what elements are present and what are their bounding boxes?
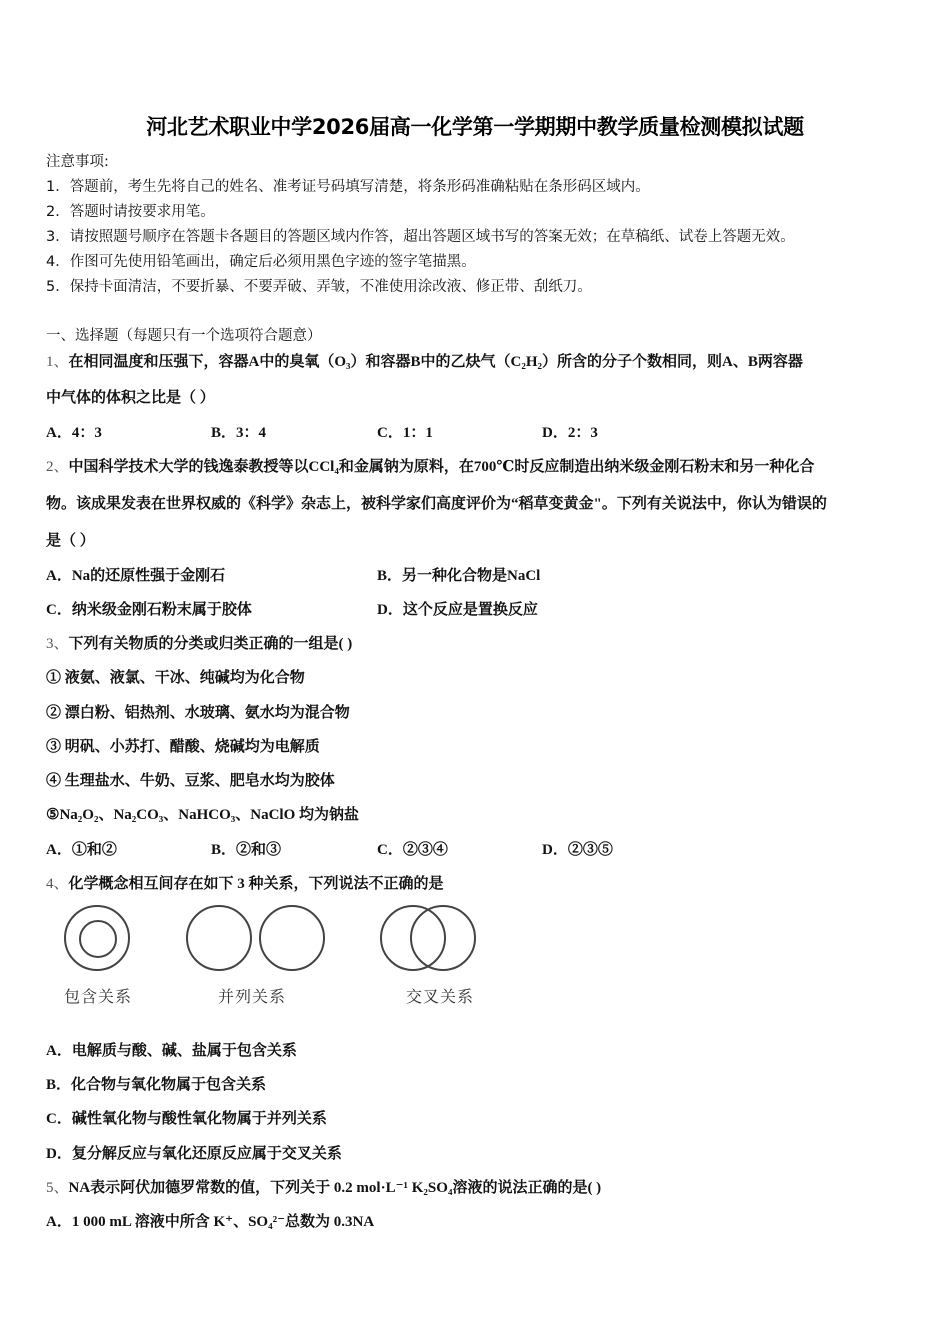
option-d: D．这个反应是置换反应 (377, 602, 538, 618)
question-2-options-row-1 (46, 567, 906, 585)
notice-item-1: 1．答题前，考生先将自己的姓名、准考证号码填写清楚，将条形码准确粘贴在条形码区域内。 (46, 179, 650, 195)
question-4-option-a: A．电解质与酸、碱、盐属于包含关系 (46, 1043, 297, 1059)
question-2-line-3: 是（ ） (46, 533, 95, 549)
question-3-statement-1: ① 液氨、液氯、干冰、纯碱均为化合物 (46, 670, 305, 686)
parallel-left-circle-icon (186, 905, 252, 971)
question-2-line-1: 2、中国科学技术大学的钱逸泰教授等以CCl₄和金属钠为原料，在700℃时反应制造出纳米级金刚石粉末和另一种化合 (46, 459, 815, 475)
notice-item-3: 3．请按照题号顺序在答题卡各题目的答题区域内作答，超出答题区域书写的答案无效；在草稿纸、试卷上答题无效。 (46, 229, 795, 245)
section-heading: 一、选择题（每题只有一个选项符合题意） (46, 328, 322, 344)
diagram-label-parallel: 并列关系 (218, 987, 287, 1006)
question-5-option-a: A．1 000 mL 溶液中所含 K⁺、SO₄²⁻总数为 0.3NA (46, 1214, 375, 1230)
question-1-line-1: 1、在相同温度和压强下，容器A中的臭氧（O₃）和容器B中的乙炔气（C₂H₂）所含的分子个数相同，则A、B两容器 (46, 354, 803, 370)
inclusion-inner-circle-icon (79, 920, 117, 958)
question-2-line-2: 物。该成果发表在世界权威的《科学》杂志上，被科学家们高度评价为“稻草变黄金"。下列有关说法中，你认为错误的 (46, 496, 827, 512)
question-number: 1、 (46, 354, 69, 370)
diagram-label-inclusion: 包含关系 (64, 987, 133, 1006)
question-3-options (46, 841, 906, 859)
question-4-option-c: C．碱性氧化物与酸性氧化物属于并列关系 (46, 1111, 327, 1127)
page-title: 河北艺术职业中学2026届高一化学第一学期期中教学质量检测模拟试题 (146, 115, 804, 139)
notice-item-5: 5．保持卡面清洁，不要折暴、不要弄破、弄皱，不准使用涂改液、修正带、刮纸刀。 (46, 279, 592, 295)
option-a: A．Na的还原性强于金刚石 (46, 568, 226, 584)
question-1-options (46, 424, 906, 442)
question-2-options-row-2 (46, 601, 906, 619)
option-c: C．1：1 (377, 425, 433, 441)
notice-item-4: 4．作图可先使用铅笔画出，确定后必须用黑色字迹的签字笔描黑。 (46, 254, 476, 270)
option-a: A．4：3 (46, 425, 102, 441)
option-a: A．①和② (46, 842, 117, 858)
question-3-statement-4: ④ 生理盐水、牛奶、豆浆、肥皂水均为胶体 (46, 773, 335, 789)
question-5-line-1: 5、NA表示阿伏加德罗常数的值，下列关于 0.2 mol·L⁻¹ K₂SO₄溶液的说法正确的是( ) (46, 1180, 602, 1196)
notice-item-2: 2．答题时请按要求用笔。 (46, 204, 215, 220)
question-3-statement-2: ② 漂白粉、铝热剂、水玻璃、氨水均为混合物 (46, 705, 350, 721)
question-3-line-1: 3、下列有关物质的分类或归类正确的一组是( ) (46, 636, 353, 652)
question-3-statement-5: ⑤Na₂O₂、Na₂CO₃、NaHCO₃、NaClO 均为钠盐 (46, 807, 360, 823)
option-b: B．3：4 (211, 425, 267, 441)
option-d: D．②③⑤ (542, 842, 613, 858)
option-c: C．②③④ (377, 842, 448, 858)
option-b: B．另一种化合物是NaCl (377, 568, 541, 584)
option-d: D．2：3 (542, 425, 598, 441)
question-1-line-2: 中气体的体积之比是（ ） (46, 390, 215, 406)
notice-heading: 注意事项: (46, 154, 109, 170)
question-3-statement-3: ③ 明矾、小苏打、醋酸、烧碱均为电解质 (46, 739, 320, 755)
question-4-option-b: B．化合物与氧化物属于包含关系 (46, 1077, 267, 1093)
question-4-line-1: 4、化学概念相互间存在如下 3 种关系，下列说法不正确的是 (46, 876, 444, 892)
option-c: C．纳米级金刚石粉末属于胶体 (46, 602, 252, 618)
diagram-label-intersection: 交叉关系 (406, 987, 475, 1006)
question-4-option-d: D．复分解反应与氧化还原反应属于交叉关系 (46, 1146, 342, 1162)
option-b: B．②和③ (211, 842, 282, 858)
parallel-right-circle-icon (259, 905, 325, 971)
intersection-right-circle-icon (410, 905, 476, 971)
